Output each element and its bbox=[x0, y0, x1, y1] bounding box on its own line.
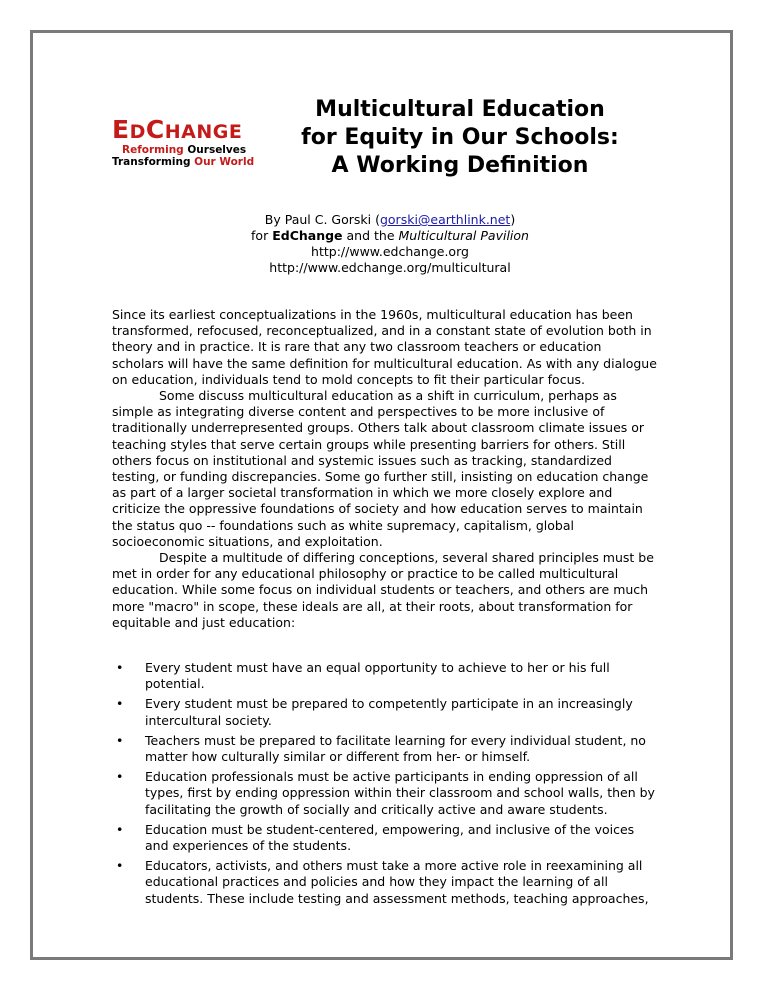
author-text: By Paul C. Gorski ( bbox=[264, 212, 380, 227]
logo-tagline-1b: Ourselves bbox=[183, 144, 247, 156]
list-item-text: Education must be student-centered, empowering, and inclusive of the voices and experiences of the students. bbox=[145, 821, 635, 854]
affiliation-and: and the bbox=[342, 228, 399, 243]
list-item-text: Education professionals must be active participants in ending oppression of all types, first by ending oppression within their classroom and school walls, then by facilitating the growth of socially and critically active and aware students. bbox=[145, 769, 655, 817]
list-item-text: Educators, activists, and others must take a more active role in reexamining all educational practices and policies and how they impact the learning of all students. These include testing and assessment methods, teaching approaches, bbox=[145, 858, 649, 906]
principles-list bbox=[112, 660, 657, 911]
logo-tagline-2 bbox=[112, 156, 255, 168]
paragraph-intro: Since its earliest conceptualizations in the 1960s, multicultural education has been transformed, refocused, reconceptualized, and in a constant state of evolution both in theory and in practice. It is rare that any two classroom teachers or education scholars will have the same definition for multicultural education. As with any dialogue on education, individuals tend to mold concepts to fit their particular focus. bbox=[112, 307, 657, 387]
page-title bbox=[280, 96, 640, 180]
list-item bbox=[112, 769, 657, 818]
title-line-3: A Working Definition bbox=[331, 153, 589, 178]
list-item-text: Every student must be prepared to competently participate in an increasingly intercultural society. bbox=[145, 696, 633, 728]
title-line-2: for Equity in Our Schools: bbox=[301, 125, 619, 150]
bullet-icon: • bbox=[116, 732, 124, 748]
list-item bbox=[112, 858, 657, 907]
affiliation-line bbox=[130, 228, 650, 244]
logo-letter-d: D bbox=[129, 121, 146, 143]
edchange-logo[interactable] bbox=[112, 115, 255, 168]
logo-letter-c: C bbox=[145, 115, 165, 144]
article-body bbox=[112, 307, 657, 631]
paragraph-principles-intro: Despite a multitude of differing conceptions, several shared principles must be met in order for any educational philosophy or practice to be called multicultural education. While some focus on individual students or teachers, and others are much more "macro" in scope, these ideals are all, at their roots, about transformation for equitable and just education: bbox=[112, 550, 654, 630]
list-item-text: Every student must have an equal opportunity to achieve to her or his full potential. bbox=[145, 660, 610, 692]
bullet-icon: • bbox=[116, 858, 124, 874]
url-edchange: http://www.edchange.org bbox=[311, 244, 469, 259]
list-item bbox=[112, 733, 657, 765]
logo-tagline-1a: Reforming bbox=[122, 144, 184, 156]
list-item-text: Teachers must be prepared to facilitate learning for every individual student, no matter how culturally similar or different from her- or himself. bbox=[145, 732, 646, 765]
bullet-icon: • bbox=[116, 696, 124, 712]
byline bbox=[130, 212, 650, 276]
pavilion-name: Multicultural Pavilion bbox=[398, 228, 529, 243]
list-item bbox=[112, 660, 657, 692]
author-line bbox=[130, 212, 650, 228]
logo-wordmark bbox=[112, 115, 252, 144]
list-item bbox=[112, 822, 657, 854]
logo-letters-hange: HANGE bbox=[164, 121, 243, 143]
bullet-icon: • bbox=[116, 660, 124, 675]
bullet-icon: • bbox=[116, 769, 124, 785]
logo-tagline-2a: Transforming bbox=[112, 156, 191, 168]
paragraph-perspectives: Some discuss multicultural education as a shift in curriculum, perhaps as simple as integrating diverse content and perspectives to be more inclusive of traditionally underrepresented groups. Others talk about classroom climate issues or teaching styles that serve certain groups while presenting barriers for others. Still others focus on institutional and systemic issues such as tracking, standardized testing, or funding discrepancies. Some go further still, insisting on education change as part of a larger societal transformation in which we more closely explore and criticize the oppressive foundations of society and how education serves to maintain the status quo -- foundations such as white supremacy, capitalism, global socioeconomic situations, and exploitation. bbox=[112, 388, 649, 549]
org-name: EdChange bbox=[272, 228, 343, 243]
logo-tagline-1 bbox=[112, 144, 252, 156]
title-line-1: Multicultural Education bbox=[315, 97, 605, 122]
logo-tagline-2b: Our World bbox=[190, 156, 255, 168]
author-suffix: ) bbox=[510, 212, 516, 227]
logo-letter-e: E bbox=[112, 115, 130, 144]
affiliation-for: for bbox=[251, 228, 273, 243]
author-email-link[interactable]: gorski@earthlink.net bbox=[379, 212, 511, 227]
bullet-icon: • bbox=[116, 821, 124, 837]
url-multicultural: http://www.edchange.org/multicultural bbox=[269, 260, 511, 275]
list-item bbox=[112, 696, 657, 728]
